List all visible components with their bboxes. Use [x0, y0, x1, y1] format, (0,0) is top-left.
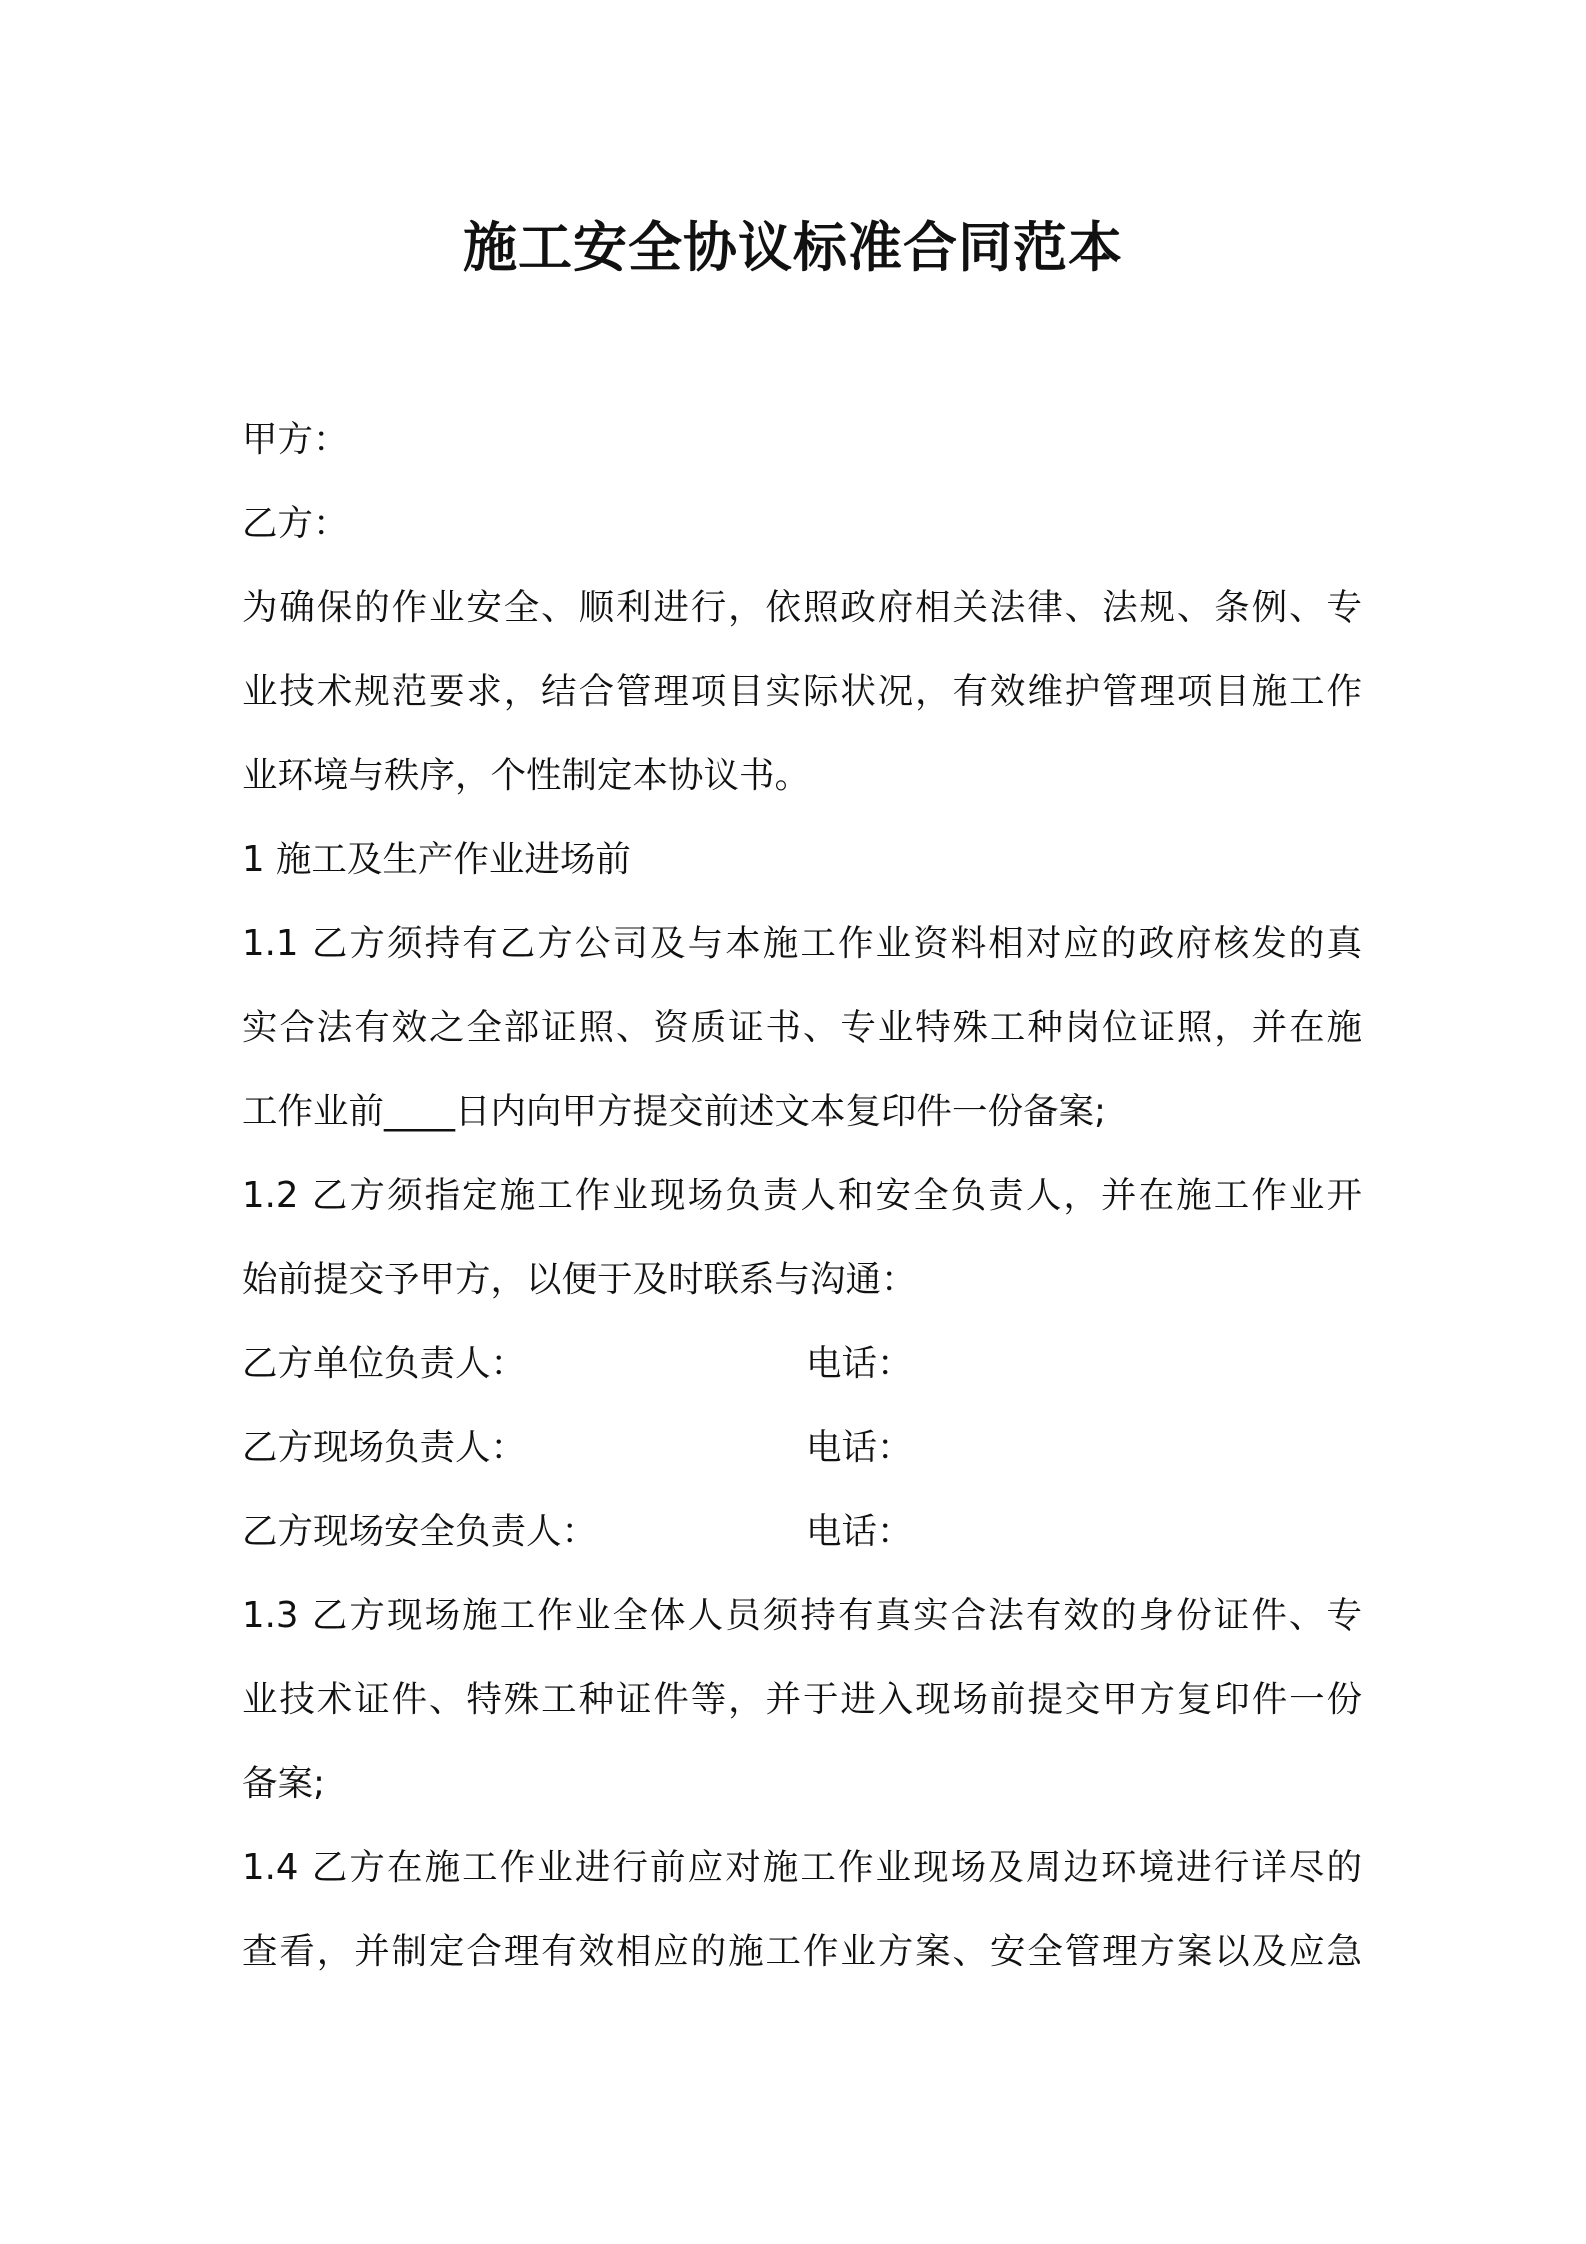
clause-1-3: [242, 1574, 1362, 1826]
party-b-label: 乙方：: [242, 503, 349, 544]
paragraph-line: 1.3 乙方现场施工作业全体人员须持有真实合法有效的身份证件、专: [242, 1595, 1362, 1636]
contact-role: 乙方单位负责人：: [242, 1343, 527, 1384]
clause-1-4: [242, 1826, 1362, 1994]
paragraph-line: 1.4 乙方在施工作业进行前应对施工作业现场及周边环境进行详尽的: [242, 1847, 1362, 1888]
paragraph-line: 业技术规范要求，结合管理项目实际状况，有效维护管理项目施工作: [242, 671, 1362, 712]
paragraph-line: 1.2 乙方须指定施工作业现场负责人和安全负责人，并在施工作业开: [242, 1175, 1362, 1216]
contact-row: [242, 1322, 1362, 1406]
clause-1-1: [242, 902, 1362, 1154]
paragraph-line: 始前提交予甲方，以便于及时联系与沟通：: [242, 1259, 917, 1300]
contact-row: [242, 1490, 1362, 1574]
clause-1-2: [242, 1154, 1362, 1322]
paragraph-line: 1.1 乙方须持有乙方公司及与本施工作业资料相对应的政府核发的真: [242, 923, 1362, 964]
contact-role: 乙方现场安全负责人：: [242, 1511, 598, 1552]
section-heading: 1 施工及生产作业进场前: [242, 839, 631, 880]
intro-paragraph: [242, 566, 1362, 818]
paragraph-line: 备案;: [242, 1763, 325, 1804]
document-title: 施工安全协议标准合同范本: [463, 216, 1123, 279]
contact-row: [242, 1406, 1362, 1490]
contact-role: 乙方现场负责人：: [242, 1427, 527, 1468]
paragraph-line: 查看，并制定合理有效相应的施工作业方案、安全管理方案以及应急: [242, 1931, 1362, 1972]
paragraph-line: 实合法有效之全部证照、资质证书、专业特殊工种岗位证照，并在施: [242, 1007, 1362, 1048]
paragraph-line: 业环境与秩序，个性制定本协议书。: [242, 755, 811, 796]
document-body: [242, 398, 1362, 1994]
contact-phone-label: 电话：: [806, 1343, 913, 1384]
paragraph-line: 为确保的作业安全、顺利进行，依照政府相关法律、法规、条例、专: [242, 587, 1362, 628]
paragraph-line: 工作业前____日内向甲方提交前述文本复印件一份备案;: [242, 1091, 1106, 1132]
contact-phone-label: 电话：: [806, 1427, 913, 1468]
contact-phone-label: 电话：: [806, 1511, 913, 1552]
paragraph-line: 业技术证件、特殊工种证件等，并于进入现场前提交甲方复印件一份: [242, 1679, 1362, 1720]
party-a-label: 甲方：: [242, 419, 349, 460]
contact-list: [242, 1322, 1362, 1574]
